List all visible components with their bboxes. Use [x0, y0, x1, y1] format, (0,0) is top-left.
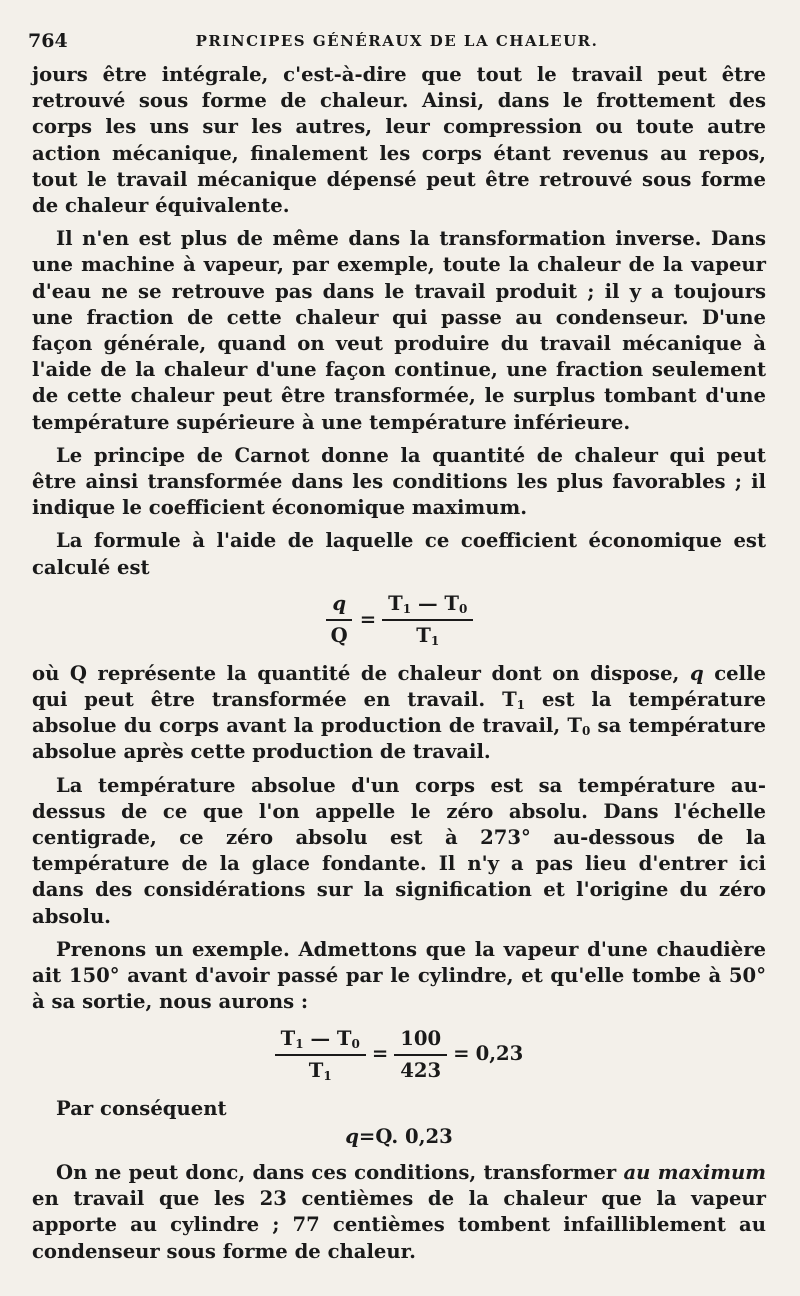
paragraph-5: où Q représente la quantité de chaleur dont on dispose, q celle qui peut être transformée en travail. $T_1$ est la température absolue du corps avant la production de travail, $T_0$ sa température absolue après cette production de travail. [32, 661, 767, 764]
temperature-fraction [382, 591, 473, 649]
page-number: 764 [28, 30, 68, 52]
body-text [32, 62, 766, 1265]
example-temperature-fraction: $\frac{T_1 — T_0}{T_1}$ [275, 1026, 366, 1084]
result-formula: q =Q. 0,23 [345, 1124, 453, 1148]
equals-sign: = [359, 607, 377, 631]
paragraph-8: Par conséquent [56, 1096, 227, 1120]
paragraph-9: On ne peut donc, dans ces conditions, transformer au maximum en travail que les 23 centièmes de la chaleur que la vapeur apporte au cylindre ; 77 centièmes tombent infailliblement au condenseur sous forme de chaleur. [32, 1160, 766, 1263]
efficiency-result: 0,23 [475, 1042, 524, 1066]
numeric-fraction: $\frac{100}{423}$ [394, 1026, 447, 1084]
paragraph-1: jours être intégrale, c'est-à-dire que tout le travail peut être retrouvé sous forme de chaleur. Ainsi, dans le frottement des corps les uns sur les autres, leur compression ou toute autre action mécanique, finalement les corps étant revenus au repos, tout le travail mécanique dépensé peut être retrouvé sous forme de chaleur équivalente. [32, 63, 766, 218]
carnot-formula [32, 591, 766, 649]
paragraph-4: La formule à l'aide de laquelle ce coefficient économique est calculé est [32, 529, 766, 579]
paragraph-7: Prenons un exemple. Admettons que la vapeur d'une chaudière ait 150° avant d'avoir passé par le cylindre, et qu'elle tombe à 50° à sa sortie, nous aurons : [32, 937, 766, 1014]
fraction-numerator: q [326, 591, 352, 621]
efficiency-fraction [325, 591, 354, 649]
running-title: PRINCIPES GÉNÉRAUX DE LA CHALEUR. [195, 32, 599, 50]
hot-temperature: $T_1$ [416, 623, 440, 648]
page-header [28, 30, 766, 56]
paragraph-2: Il n'en est plus de même dans la transformation inverse. Dans une machine à vapeur, par exemple, toute la chaleur de la vapeur d'eau ne se retrouve pas dans le travail produit ; il y a toujours une fraction de cette chaleur qui passe au condenseur. D'une façon générale, quand on veut produire du travail mécanique à l'aide de la chaleur d'une façon continue, une fraction seulement de cette chaleur peut être transformée, le surplus tombant d'une température supérieure à une température inférieure. [32, 227, 766, 434]
example-formula: $\frac{T_1 — T_0}{T_1}$ = $\frac{100}{423}$ = 0,23 [32, 1026, 766, 1084]
paragraph-3: Le principe de Carnot donne la quantité de chaleur qui peut être ainsi transformée dans les conditions les plus favorables ; il indique le coefficient économique maximum. [32, 443, 766, 520]
paragraph-6: La température absolue d'un corps est sa température au-dessus de ce que l'on appelle le zéro absolu. Dans l'échelle centigrade, ce zéro absolu est à 273° au-dessous de la température de la glace fondante. Il n'y a pas lieu d'entrer ici dans des considérations sur la signification et l'origine du zéro absolu. [32, 773, 766, 928]
temperature-difference: $T_1$ — $T_0$ [382, 591, 473, 621]
fraction-denominator: Q [330, 623, 348, 647]
